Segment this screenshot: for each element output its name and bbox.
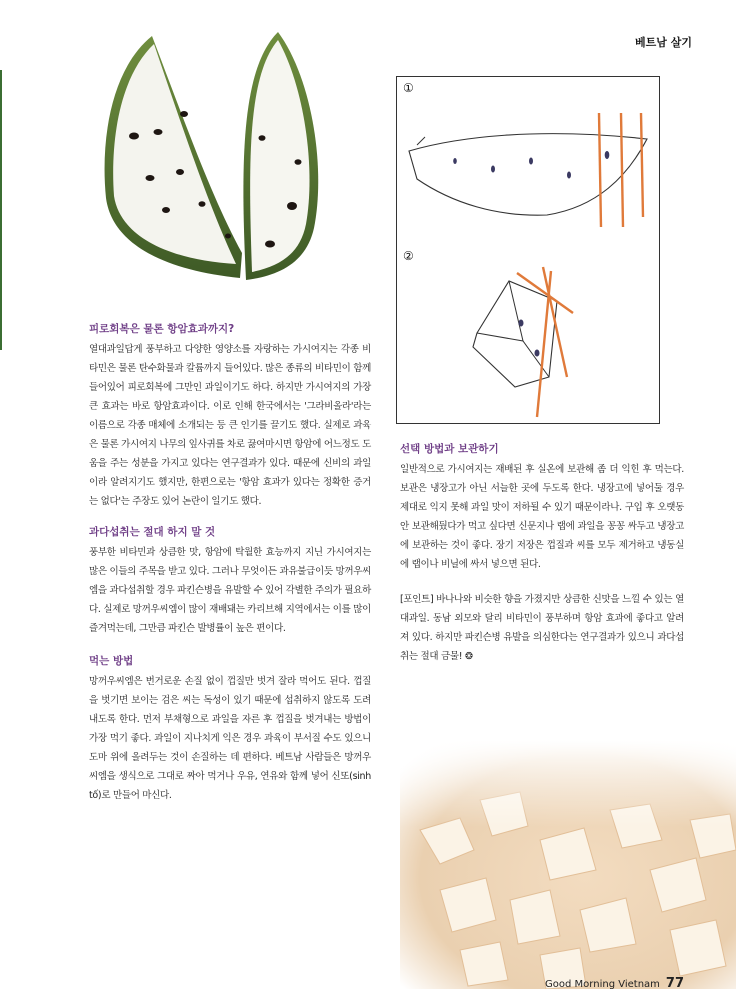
section-title-health: 피로회복은 물론 항암효과까지? — [89, 323, 235, 335]
point-tip-text: [포인트] 바나나와 비슷한 향을 가졌지만 상큼한 신맛을 느낄 수 있는 열대과일. 동남 외모와 달리 비타민이 풍부하며 항암 효과에 좋다고 알려져 있다. 하지만 파킨슨병 유발을 의심한다는 연구결과가 있으니 과다섭취는 절대 금물! — [400, 594, 684, 662]
section-body-warning: 풍부한 비타민과 상큼한 맛, 항암에 탁월한 효능까지 지닌 가시여지는 많은 이들의 주목을 받고 있다. 그러나 무엇이든 과유불급이듯 망꺼우씨엠을 과다섭취할 경우 파킨슨병을 유발할 수 있어 각별한 주의가 필요하다. 실제로 망꺼우씨엠이 많이 재배돼는 카리브해 지역에서는 이를 많이 즐겨먹는데, 그만큼 파킨슨 발병률이 높은 편이다. — [89, 547, 371, 634]
right-article-column — [400, 442, 684, 666]
section-label: 베트남 살기 — [635, 36, 692, 49]
page-number: 77 — [665, 976, 684, 991]
section-body-storage: 일반적으로 가시여지는 재배된 후 실온에 보관해 좀 더 익힌 후 먹는다. 보관은 냉장고가 아닌 서늘한 곳에 두도록 한다. 냉장고에 넣어둘 경우 제대로 익지 못해 과일 맛이 저하될 수 있기 때문이라나. 구입 후 오랫동안 보관해뒀다가 먹고 싶다면 신문지나 랩에 과일을 꽁꽁 싸두고 냉장고에 보관하는 것이 좋다. 장기 저장은 껍질과 씨를 모두 제거하고 냉동실에 랩이나 비닐에 싸서 넣으면 된다. — [400, 464, 684, 570]
end-mark-icon: ❂ — [464, 651, 473, 662]
side-accent-bar — [0, 70, 2, 350]
cutting-diagram — [396, 76, 660, 424]
step-2-label: ② — [403, 249, 414, 263]
step-1-label: ① — [403, 81, 414, 95]
section-body-how-to-eat: 망꺼우씨엠은 번거로운 손질 없이 껍질만 벗겨 잘라 먹어도 된다. 껍질을 벗기면 보이는 검은 씨는 독성이 있기 때문에 섭취하지 않도록 도려내도록 한다. 먼저 부채형으로 과일을 자른 후 껍질을 벗겨내는 방법이 가장 먹기 좋다. 과일이 지나치게 익은 경우 과육이 부서질 수도 있으니 도마 위에 올려두는 것이 손질하는 데 편하다. 베트남 사람들은 망꺼우씨엠을 생식으로 그대로 짜아 먹거나 우유, 연유와 함께 넣어 신또(sinh tố)로 만들어 마신다. — [89, 676, 371, 801]
point-tip — [400, 590, 684, 666]
section-title-how-to-eat: 먹는 방법 — [89, 655, 134, 667]
section-title-warning: 과다섭취는 절대 하지 말 것 — [89, 526, 216, 538]
section-body-health: 열대과일답게 풍부하고 다양한 영양소를 자랑하는 가시여지는 각종 비타민은 물론 탄수화물과 칼륨까지 들어있다. 많은 종류의 비타민이 함께 들어있어 피로회복에 그만인 과일이기도 하다. 하지만 가시여지의 가장 큰 효과는 바로 항암효과이다. 이로 인해 한국에서는 '그라비올라'라는 이름으로 각종 매체에 소개되는 등 큰 인기를 끌기도 했다. 실제로 과육은 물론 가시여지 나무의 잎사귀를 차로 끓여마시면 항암에 어느정도 도움을 주는 성분을 가지고 있다는 연구결과가 있다. 때문에 신비의 과일이라 알려지기도 했지만, 한편으로는 '항암 효과가 있다는 정확한 증거는 없다'는 주장도 있어 논란이 일기도 했다. — [89, 344, 371, 507]
fruit-flesh-photo — [400, 740, 736, 989]
section-title-storage: 선택 방법과 보관하기 — [400, 443, 499, 455]
soursop-fruit-image — [92, 28, 322, 290]
magazine-name: Good Morning Vietnam — [545, 979, 660, 990]
left-article-column — [89, 322, 371, 805]
